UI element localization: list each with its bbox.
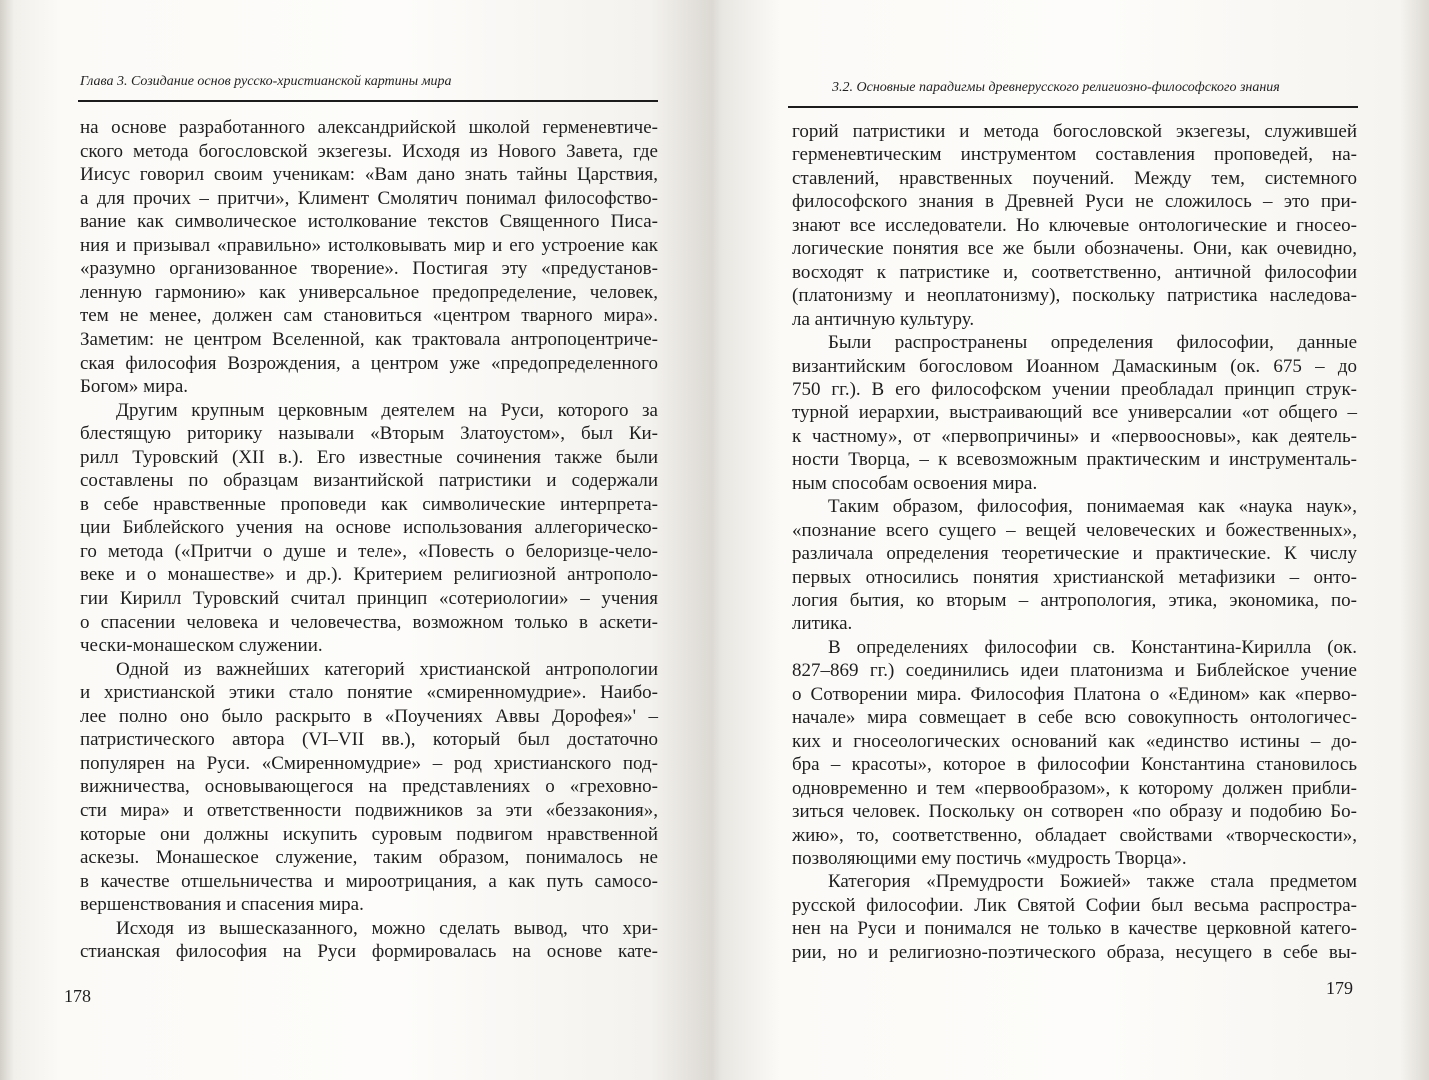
- text-line: сти мира» и ответственности подвижников за эти «беззакония»,: [80, 799, 658, 821]
- text-line: ставлений, нравственных поучений. Между тем, системного: [792, 167, 1357, 189]
- text-line: Исходя из вышесказанного, можно сделать вывод, что хри-: [116, 917, 658, 939]
- text-line: различала определения теоретические и практические. К числу: [792, 543, 1357, 565]
- text-line: ких и гносеологических оснований как «единство истины – до-: [792, 730, 1357, 752]
- left-page: [0, 0, 714, 1080]
- text-line: веке и о монашестве» и др.). Критерием религиозной антрополо-: [80, 564, 658, 586]
- text-line: первых относились понятия христианской метафизики – онто-: [792, 566, 1357, 588]
- text-line: вание как символическое истолкование текстов Священного Писа-: [80, 211, 658, 233]
- text-line: ла античную культуру.: [792, 308, 975, 330]
- left-header-rule: [78, 100, 658, 102]
- text-line: ности Творца, – к всевозможным практическим и инструменталь-: [792, 449, 1357, 471]
- text-line: вершенствования и спасения мира.: [80, 894, 364, 916]
- text-line: В определениях философии св. Константина-Кирилла (ок.: [828, 636, 1357, 658]
- text-line: популярен на Руси. «Смиренномудрие» – род христианского под-: [80, 752, 658, 774]
- text-line: ская философия Возрождения, а центром уже «предопределенного: [80, 352, 658, 374]
- left-running-header: Глава 3. Созидание основ русско-христианской картины мира: [80, 74, 452, 89]
- right-page: [714, 0, 1429, 1080]
- text-line: ния и призывал «правильно» истолковывать мир и его устроение как: [80, 234, 658, 256]
- text-line: рилл Туровский (XII в.). Его известные сочинения также были: [80, 446, 658, 468]
- text-line: патристического автора (VI–VII вв.), который был достаточно: [80, 729, 658, 751]
- text-line: жию», то, соответственно, обладает свойствами «творческости»,: [792, 824, 1357, 846]
- text-line: лее полно оно было раскрыто в «Поучениях Аввы Дорофея»' –: [80, 705, 658, 727]
- text-line: «познание всего сущего – вещей человеческих и божественных»,: [792, 519, 1357, 541]
- text-line: 827–869 гг.) соединились идеи платонизма и Библейское учение: [792, 660, 1357, 682]
- text-line: ленную гармонию» как универсальное предопределение, человек,: [80, 281, 658, 303]
- text-line: и христианской этики стало понятие «смиренномудрие». Наибо-: [80, 682, 658, 704]
- text-line: бра – красоты», которое в философии Константина становилось: [792, 754, 1357, 776]
- text-line: Другим крупным церковным деятелем на Руси, которого за: [116, 399, 658, 421]
- text-line: логия бытия, ко вторым – антропология, этика, экономика, по-: [792, 590, 1357, 611]
- text-line: составлены по образцам византийской патристики и содержали: [80, 470, 658, 492]
- text-line: одновременно и тем «первообразом», к которому должен прибли-: [792, 777, 1357, 799]
- text-line: в себе нравственные проповеди как символические интерпрета-: [80, 493, 658, 515]
- text-line: аскезы. Монашеское служение, таким образом, понималось не: [80, 847, 658, 869]
- text-line: ным способам освоения мира.: [792, 472, 1038, 494]
- text-line: Одной из важнейших категорий христианской антропологии: [116, 658, 658, 680]
- text-line: в качестве отшельничества и мироотрицания, а как путь самосо-: [80, 870, 658, 892]
- text-line: начале» мира совмещает в себе всю совокупность онтологичес-: [792, 707, 1357, 729]
- text-line: о Сотворении мира. Философия Платона о «Едином» как «перво-: [792, 683, 1357, 705]
- text-line: литика.: [792, 613, 853, 635]
- text-line: нен на Руси и понимался не только в качестве церковной катего-: [792, 918, 1357, 940]
- right-page-number: 179: [1326, 978, 1353, 998]
- right-running-header: 3.2. Основные парадигмы древнерусского религиозно-философского знания: [832, 80, 1280, 95]
- text-line: ского метода богословской экзегезы. Исходя из Нового Завета, где: [80, 140, 658, 162]
- text-line: блестящую риторику называли «Вторым Златоустом», был Ки-: [80, 423, 658, 445]
- text-line: Категория «Премудрости Божией» также стала предметом: [828, 871, 1357, 893]
- text-line: восходят к патристике и, соответственно, античной философии: [792, 261, 1357, 283]
- text-line: Таким образом, философия, понимаемая как «наука наук»,: [828, 496, 1357, 518]
- text-line: которые они должны искупить суровым подвигом нравственной: [80, 823, 658, 845]
- text-line: Заметим: не центром Вселенной, как трактовала антропоцентриче-: [80, 328, 658, 350]
- text-line: а для прочих – притчи», Климент Смолятич понимал философство-: [80, 187, 658, 209]
- right-header-rule: [788, 106, 1358, 108]
- text-line: стианская философия на Руси формировалась на основе кате-: [80, 941, 658, 963]
- text-line: позволяющими ему постичь «мудрость Творца».: [792, 847, 1187, 869]
- text-line: го метода («Притчи о душе и теле», «Повесть о белоризце-чело-: [80, 540, 658, 562]
- text-line: зиться человек. Поскольку он сотворен «по образу и подобию Бо-: [792, 801, 1357, 823]
- text-line: знают все исследователи. Но ключевые онтологические и гносео-: [792, 214, 1357, 236]
- text-line: рии, но и религиозно-поэтического образа, несущего в себе вы-: [792, 941, 1357, 963]
- left-page-number: 178: [64, 986, 91, 1006]
- text-line: русской философии. Лик Святой Софии был весьма распростра-: [792, 894, 1357, 916]
- text-line: Были распространены определения философии, данные: [828, 332, 1357, 354]
- text-line: о спасении человека и человечества, возможном только в аскети-: [80, 611, 658, 633]
- text-line: на основе разработанного александрийской школой герменевтиче-: [80, 117, 658, 138]
- text-line: Иисус говорил своим ученикам: «Вам дано знать тайны Царствия,: [80, 164, 658, 186]
- text-line: чески-монашеском служении.: [80, 635, 323, 657]
- text-line: тем не менее, должен сам становиться «центром тварного мира».: [80, 305, 658, 327]
- text-line: «разумно организованное творение». Постигая эту «предустанов-: [80, 258, 658, 280]
- text-line: (платонизму и неоплатонизму), поскольку патристика наследова-: [792, 285, 1357, 307]
- text-line: Богом» мира.: [80, 376, 189, 398]
- text-line: 750 гг.). В его философском учении преобладал принцип струк-: [792, 378, 1357, 400]
- text-line: логические понятия все же были обозначены. Они, как очевидно,: [792, 238, 1357, 260]
- text-line: турной иерархии, выстраивающий все универсалии «от общего –: [792, 402, 1357, 424]
- text-line: византийским богословом Иоанном Дамаскиным (ок. 675 – до: [792, 355, 1357, 377]
- text-line: вижничества, основывающегося на представлениях о «греховно-: [80, 776, 658, 798]
- text-line: к частному», от «первопричины» и «первоосновы», как деятель-: [792, 425, 1357, 447]
- text-line: горий патристики и метода богословской экзегезы, служившей: [792, 121, 1357, 142]
- text-line: гии Кирилл Туровский считал принцип «сотериологии» – учения: [80, 588, 658, 609]
- text-line: герменевтическим инструментом составления проповедей, на-: [792, 144, 1357, 166]
- text-line: философского знания в Древней Руси не сложилось – это при-: [792, 191, 1357, 213]
- text-line: ции Библейского учения на основе использования аллегорическо-: [80, 517, 658, 539]
